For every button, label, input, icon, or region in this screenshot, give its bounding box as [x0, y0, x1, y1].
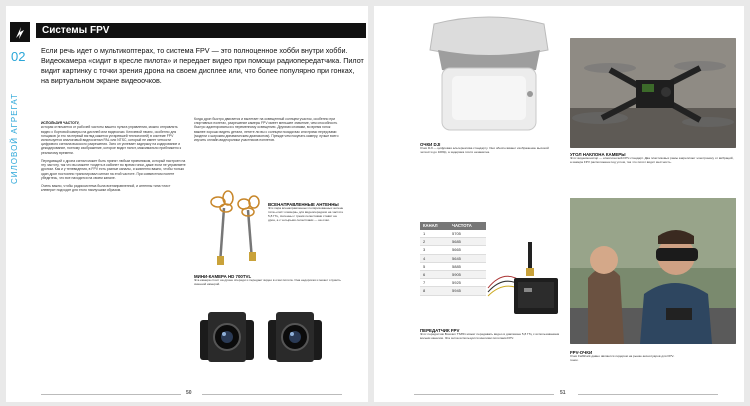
table-row — [420, 230, 486, 238]
fpv-goggles-caption-text: Очки FatShark давно являются лидером на рынке аксессуаров для FPV-гонок. — [570, 354, 675, 362]
footer-rule-right — [578, 394, 718, 395]
left-page — [6, 6, 368, 402]
antenna-caption-title: ВСЕНАПРАВЛЕННЫЕ АНТЕННЫ — [268, 202, 339, 207]
frequency-header: ЧАСТОТА — [452, 223, 472, 228]
camera-tilt-caption — [570, 152, 736, 165]
channel-cell: 8 — [423, 288, 426, 294]
table-row — [420, 255, 486, 263]
fpv-goggles-caption-title: FPV-ОЧКИ — [570, 350, 593, 355]
transmitter-caption-title: ПЕРЕДАТЧИК FPV — [420, 328, 460, 333]
channel-header: КАНАЛ — [423, 223, 438, 228]
lead-paragraph: Если речь идет о мультикоптерах, то система FPV — это полноценное хобби внутри хобби. Видеокамера «сидит в кресле пилота» и передает видео при помощи радиопередатчика. Пилот видит картинку с точки зрения дрона на своем дисплее или, что более популярно при гонках, на виртуальном экране видеоочков. — [41, 46, 364, 85]
frequency-cell: 5885 — [452, 263, 461, 269]
column-1-lead-in: ИСПОЛЬЗУЯ ЧАСТОТУ, — [41, 121, 80, 126]
page-number-left: 50 — [186, 390, 192, 396]
camera-caption — [194, 274, 342, 287]
footer-rule-left — [41, 394, 181, 395]
frequency-cell: 5705 — [452, 231, 461, 236]
dji-goggles-image — [414, 10, 564, 136]
table-row — [420, 287, 486, 295]
channel-table — [420, 222, 486, 296]
frequency-cell: 5945 — [452, 288, 461, 294]
logo-icon — [10, 22, 30, 42]
channel-cell: 6 — [423, 272, 426, 278]
right-page — [374, 6, 744, 402]
column-1-text: которая отличается от рабочей частоты вашего пульта управления, можно отправлять видео с бортовой камеры на дисплей или видеоочки. Ключевой нюанс, особенно для гонщиков (и это на первый взгляд кажется устаревшей технологией) в системе FPV используется аналоговый видеосигнал PAL или NTSC, который не имеет четкости цифрового сигнала высокого разрешения. Зато он успевает задержку на кодирование и декодирование, поэтому изображение, которое видит пилот, максимально приближено к реальному времени. Передающий с дрона сигнал может быть принят любым приемником, который настроен на эту частоту, так что вы можете «сидеть в кабине» во время гонки, даже если не управляете дроном. Как и у телевидения, в FPV есть разные каналы, и жизненно важно, чтобы только один дрон постоянно транслировал сигнал на этой частоте. При совместном полете убедитесь, что все находятся на своем канале. Очень важно, чтобы радиосистема была всенаправленной, и антенны типа «лист клевера» подходят для этого наилучшим образом. — [41, 125, 186, 193]
frequency-cell: 5685 — [452, 239, 461, 245]
dji-goggles-caption-title: ОЧКИ DJI — [420, 142, 441, 147]
mini-camera-image — [194, 306, 342, 368]
clover-antenna-image — [202, 186, 270, 266]
antenna-caption-text: Эти пара всенаправленных поляризованных антенн типа «лист клевера» для видеопередачи на частоте 5,8 ГГц. Антенны с тремя лепестками ставят на дрон, а с четырьмя лепестками — на очки. — [268, 206, 344, 222]
table-row — [420, 271, 486, 279]
table-row — [420, 246, 486, 254]
dji-goggles-caption-text: Очки DJI — цифровая альтернатива стандарту. Они обеспечивают изображение высокой четкости до 1080p, а задержка почти незаметна. — [420, 146, 549, 154]
camera-caption-text: Эта камера стоит на дроне спереди и передает видео в очки пилота. Она недорогая и может служить сменной камерой. — [194, 278, 341, 286]
channel-cell: 3 — [423, 247, 426, 253]
frequency-cell: 5665 — [452, 247, 461, 253]
channel-table-header — [420, 222, 486, 230]
table-row — [420, 263, 486, 271]
camera-caption-title: МИНИ-КАМЕРА HD 700TVL — [194, 274, 252, 279]
section-title: Системы FPV — [42, 25, 110, 36]
footer-rule-right — [202, 394, 342, 395]
footer-rule-left — [414, 394, 554, 395]
table-row — [420, 238, 486, 246]
pilot-with-goggles-image — [570, 198, 736, 344]
section-title-bar — [36, 23, 366, 38]
column-2-text: Когда дрон быстро двигается и вылетает на освещенный солнцем участок, особенно при спортивных полетах, разрешение камеры FPV имеет меньшее значение, чем способность быстро адаптироваться к переменному освещению. Другими словами, во время гонок важнее хорошо видеть детали, летите ли вы с солнцем позади вас или прямо перед вами (модели с широким динамическим диапазоном). Прежде чем покупать камеру, лучше всего изучить онлайн-видеоролики участников поплетов. — [194, 117, 339, 143]
frequency-cell: 5645 — [452, 255, 461, 261]
fpv-transmitter-image — [484, 238, 564, 326]
camera-tilt-caption-text: Этот видеомонитор — классический FPV-стандарт. Два пластиковых рамы закрепляют электронику от вибраций, а камера FPV расположена под углом, так что пилот видит местность. — [570, 156, 734, 164]
channel-table-body — [420, 230, 486, 296]
fpv-goggles-caption — [570, 350, 680, 363]
chapter-title: СИЛОВОЙ АГРЕГАТ — [10, 93, 19, 184]
channel-cell: 2 — [423, 239, 426, 245]
frequency-cell: 5925 — [452, 280, 461, 286]
channel-cell: 5 — [423, 263, 426, 269]
transmitter-caption — [420, 328, 566, 341]
antenna-caption — [268, 202, 344, 223]
frequency-cell: 5905 — [452, 272, 461, 278]
channel-cell: 1 — [423, 231, 426, 236]
page-number-right: 51 — [560, 390, 566, 396]
channel-cell: 7 — [423, 280, 426, 286]
channel-cell: 4 — [423, 255, 426, 261]
transmitter-caption-text: Этот передатчик Boscam TS351 может передавать видео в диапазоне 5,8 ГГц с использованием восьми каналов. Эта сетка используется многими пилотами FPV. — [420, 332, 560, 340]
column-1 — [41, 117, 186, 387]
camera-tilt-caption-title: УГОЛ НАКЛОНА КАМЕРЫ — [570, 152, 626, 157]
racing-drone-image — [570, 38, 736, 148]
dji-goggles-caption — [420, 142, 560, 155]
table-row — [420, 279, 486, 287]
chapter-number: 02 — [11, 49, 26, 64]
